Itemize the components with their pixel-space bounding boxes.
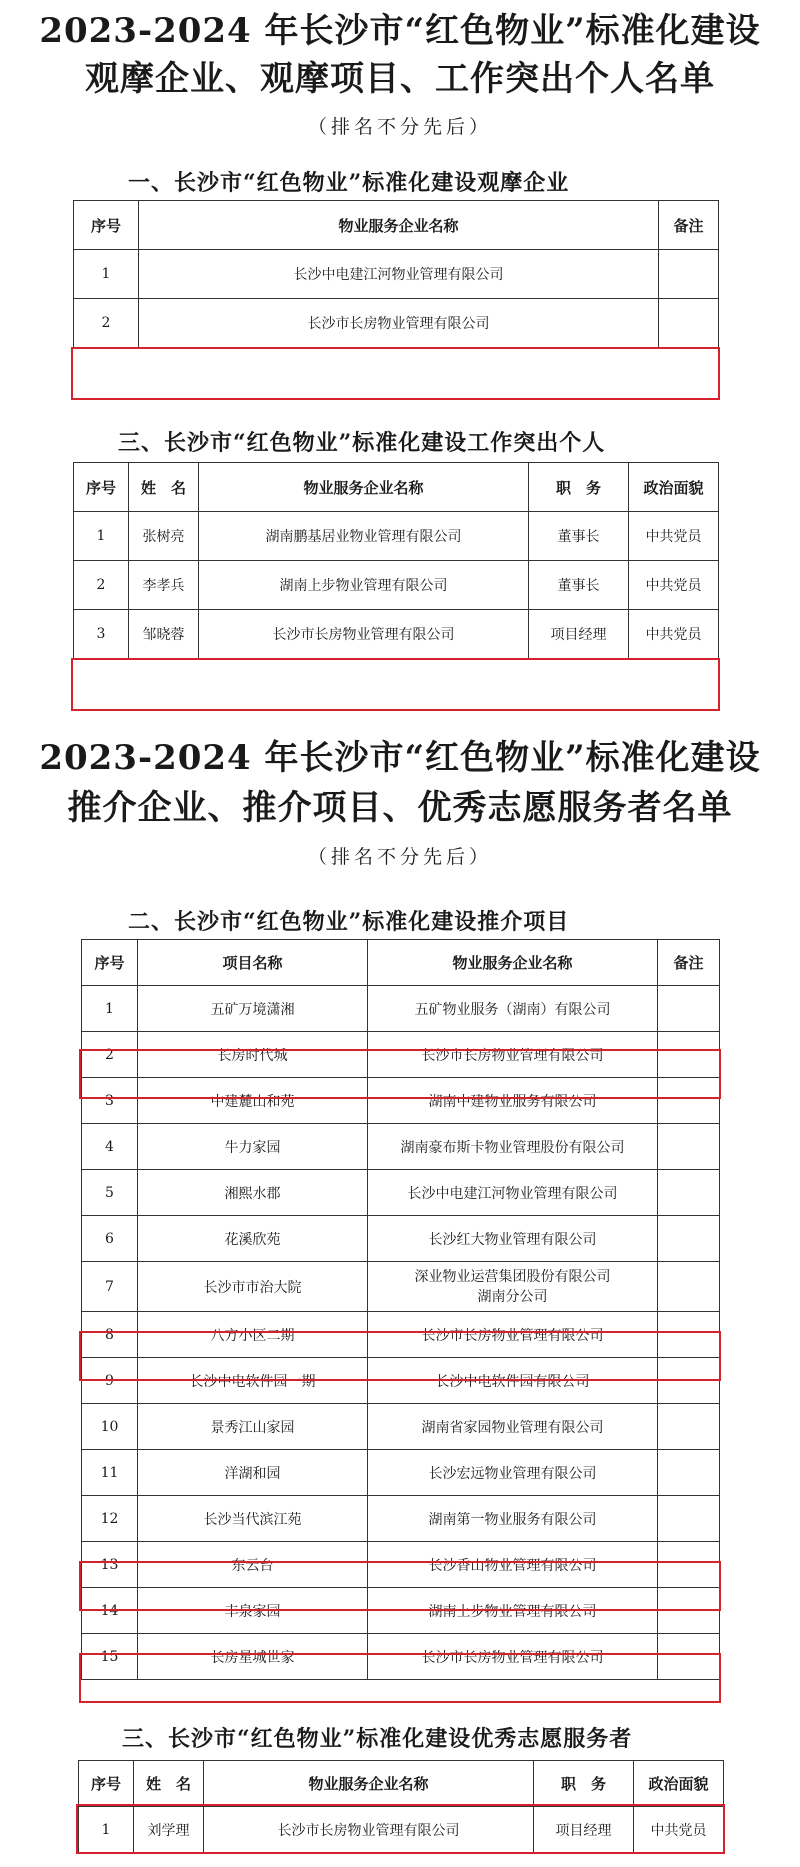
table-row [82,1170,720,1216]
cell-company: 长沙市长房物业管理有限公司 [368,1312,658,1358]
cell-remark [658,1170,720,1216]
table-row [82,986,720,1032]
cell-remark [659,250,719,299]
table-row [82,1542,720,1588]
cell-role: 董事长 [529,512,629,561]
header-role: 职 务 [529,463,629,512]
main-title-1-line-2: 观摩企业、观摩项目、工作突出个人名单 [85,59,715,99]
section-heading-recommended-projects: 二、长沙市“红色物业”标准化建设推介项目 [128,909,570,935]
cell-no: 1 [79,1807,134,1853]
outstanding-individual-table [73,462,719,659]
cell-role: 项目经理 [529,610,629,659]
cell-no: 15 [82,1634,138,1680]
cell-project: 长沙中电软件园一期 [138,1358,368,1404]
cell-project: 湘熙水郡 [138,1170,368,1216]
cell-no: 10 [82,1404,138,1450]
main-title-1-line-1: 2023-2024 年长沙市“红色物业”标准化建设 [39,11,761,51]
table-row [82,1358,720,1404]
table-row [74,561,719,610]
header-no: 序号 [79,1761,134,1807]
cell-no: 5 [82,1170,138,1216]
cell-no: 13 [82,1542,138,1588]
cell-no: 1 [74,512,129,561]
section-heading-observation-enterprises: 一、长沙市“红色物业”标准化建设观摩企业 [128,170,570,196]
main-title-2-line-2: 推介企业、推介项目、优秀志愿服务者名单 [67,788,733,828]
cell-company-line-2: 湖南分公司 [477,1288,548,1305]
header-name: 姓 名 [129,463,199,512]
cell-no: 12 [82,1496,138,1542]
cell-role: 董事长 [529,561,629,610]
cell-company: 长沙中电建江河物业管理有限公司 [368,1170,658,1216]
cell-party: 中共党员 [629,610,719,659]
cell-no: 4 [82,1124,138,1170]
table-row [82,1634,720,1680]
table-row [79,1807,724,1853]
cell-party: 中共党员 [634,1807,724,1853]
cell-company: 湖南第一物业服务有限公司 [368,1496,658,1542]
table-row [82,1262,720,1312]
cell-remark [658,1078,720,1124]
cell-remark [658,1634,720,1680]
cell-remark [658,1358,720,1404]
table-row [74,250,719,299]
cell-company: 湖南上步物业管理有限公司 [368,1588,658,1634]
recommended-project-table [81,939,720,1680]
cell-no: 6 [82,1216,138,1262]
header-name: 姓 名 [134,1761,204,1807]
cell-remark [658,986,720,1032]
cell-remark [658,1588,720,1634]
cell-company: 湖南豪布斯卡物业管理股份有限公司 [368,1124,658,1170]
cell-company: 湖南上步物业管理有限公司 [199,561,529,610]
cell-no: 3 [74,610,129,659]
cell-no: 8 [82,1312,138,1358]
cell-no: 2 [74,299,139,348]
cell-company: 五矿物业服务（湖南）有限公司 [368,986,658,1032]
cell-remark [659,299,719,348]
cell-remark [658,1450,720,1496]
table-row [82,1588,720,1634]
cell-company: 湖南省家园物业管理有限公司 [368,1404,658,1450]
cell-remark [658,1312,720,1358]
cell-company: 湖南中建物业服务有限公司 [368,1078,658,1124]
cell-name: 张树亮 [129,512,199,561]
cell-no: 1 [82,986,138,1032]
cell-party: 中共党员 [629,561,719,610]
cell-company: 长沙市长房物业管理有限公司 [139,299,659,348]
cell-no: 11 [82,1450,138,1496]
cell-no: 14 [82,1588,138,1634]
cell-remark [658,1124,720,1170]
header-no: 序号 [74,463,129,512]
cell-company: 长沙中电软件园有限公司 [368,1358,658,1404]
cell-role: 项目经理 [534,1807,634,1853]
cell-company: 长沙红大物业管理有限公司 [368,1216,658,1262]
cell-company: 长沙市长房物业管理有限公司 [368,1032,658,1078]
cell-project: 八方小区二期 [138,1312,368,1358]
cell-no: 7 [82,1262,138,1312]
header-party: 政治面貌 [634,1761,724,1807]
header-company: 物业服务企业名称 [204,1761,534,1807]
cell-company: 长沙宏远物业管理有限公司 [368,1450,658,1496]
cell-remark [658,1262,720,1312]
cell-remark [658,1496,720,1542]
header-no: 序号 [74,201,139,250]
cell-company: 长沙市长房物业管理有限公司 [204,1807,534,1853]
header-company: 物业服务企业名称 [368,940,658,986]
cell-project: 长房星城世家 [138,1634,368,1680]
cell-remark [658,1404,720,1450]
cell-company: 长沙中电建江河物业管理有限公司 [139,250,659,299]
cell-remark [658,1216,720,1262]
cell-name: 李孝兵 [129,561,199,610]
cell-remark [658,1032,720,1078]
cell-project: 长沙市市治大院 [138,1262,368,1312]
table-row [82,1032,720,1078]
cell-project: 景秀江山家园 [138,1404,368,1450]
cell-company: 长沙香山物业管理有限公司 [368,1542,658,1588]
header-remark: 备注 [658,940,720,986]
cell-project: 花溪欣苑 [138,1216,368,1262]
cell-no: 2 [82,1032,138,1078]
cell-no: 1 [74,250,139,299]
cell-company: 长沙市长房物业管理有限公司 [368,1634,658,1680]
table-row [74,610,719,659]
cell-project: 东云台 [138,1542,368,1588]
header-party: 政治面貌 [629,463,719,512]
cell-project: 牛力家园 [138,1124,368,1170]
table-row [82,1496,720,1542]
header-company: 物业服务企业名称 [199,463,529,512]
cell-company [368,1262,658,1312]
table-row [82,1404,720,1450]
table-header-row [74,463,719,512]
volunteer-table [78,1760,724,1853]
table-row [82,1450,720,1496]
highlight-box [71,347,720,400]
table-row [74,512,719,561]
table-row [82,1078,720,1124]
order-note-1: （排名不分先后） [307,116,492,138]
main-title-2-line-1: 2023-2024 年长沙市“红色物业”标准化建设 [39,738,761,778]
cell-project: 长沙当代滨江苑 [138,1496,368,1542]
cell-remark [658,1542,720,1588]
section-heading-outstanding-individuals: 三、长沙市“红色物业”标准化建设工作突出个人 [118,430,606,456]
observation-enterprise-table [73,200,719,348]
cell-name: 邹晓蓉 [129,610,199,659]
table-header-row [82,940,720,986]
header-project: 项目名称 [138,940,368,986]
table-header-row [79,1761,724,1807]
cell-project: 长房时代城 [138,1032,368,1078]
table-row [74,299,719,348]
header-remark: 备注 [659,201,719,250]
section-heading-volunteers: 三、长沙市“红色物业”标准化建设优秀志愿服务者 [122,1726,633,1752]
header-no: 序号 [82,940,138,986]
cell-company-line-1: 深业物业运营集团股份有限公司 [414,1268,611,1285]
header-role: 职 务 [534,1761,634,1807]
cell-company: 湖南鹏基居业物业管理有限公司 [199,512,529,561]
highlight-box [71,658,720,711]
cell-project: 洋湖和园 [138,1450,368,1496]
table-row [82,1124,720,1170]
cell-no: 3 [82,1078,138,1124]
cell-project: 五矿万境潇湘 [138,986,368,1032]
header-company: 物业服务企业名称 [139,201,659,250]
cell-party: 中共党员 [629,512,719,561]
cell-project: 丰泉家园 [138,1588,368,1634]
cell-no: 2 [74,561,129,610]
table-row [82,1216,720,1262]
table-header-row [74,201,719,250]
cell-company: 长沙市长房物业管理有限公司 [199,610,529,659]
order-note-2: （排名不分先后） [307,846,492,868]
cell-project: 中建麓山和苑 [138,1078,368,1124]
table-row [82,1312,720,1358]
cell-no: 9 [82,1358,138,1404]
cell-name: 刘学理 [134,1807,204,1853]
